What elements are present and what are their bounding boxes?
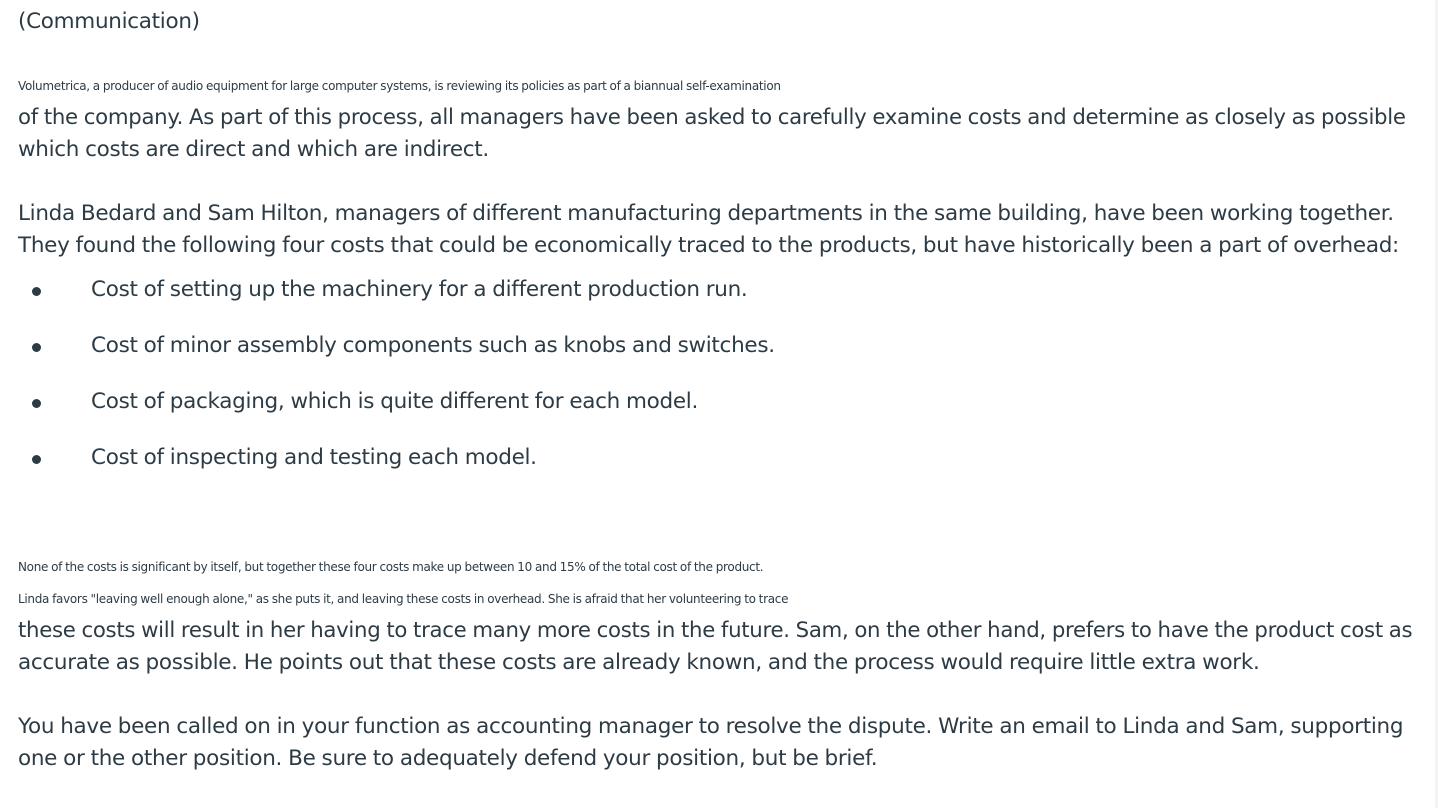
text-line: these costs will result in her having to trace many more costs in the future. Sam, on the other hand, prefers to have the product cost as [18,618,1413,643]
text-line: You have been called on in your function as accounting manager to resolve the dispute. Write an email to Linda and Sam, supporting [18,714,1404,739]
text-line: Linda Bedard and Sam Hilton, managers of different manufacturing departments in the same building, have been working together. [18,201,1394,226]
list-item-text: Cost of inspecting and testing each model. [91,445,537,470]
bullet-icon [32,455,41,464]
managers-paragraph [18,198,1399,262]
text-line: None of the costs is significant by itself, but together these four costs make up between 10 and 15% of the total cost of the product. [18,560,764,574]
text-line: of the company. As part of this process, all managers have been asked to carefully examine costs and determine as closely as possible [18,105,1406,130]
bullet-icon [32,399,41,408]
task-paragraph [18,711,1403,775]
bullet-icon [32,287,41,296]
list-item-text: Cost of setting up the machinery for a different production run. [91,277,748,302]
text-line: which costs are direct and which are indirect. [18,137,489,162]
text-line: Linda favors "leaving well enough alone," as she puts it, and leaving these costs in overhead. She is afraid that her volunteering to trace [18,592,789,606]
question-heading: (Communication) [18,9,200,34]
text-line: Volumetrica, a producer of audio equipment for large computer systems, is reviewing its policies as part of a biannual self-examination [18,79,781,93]
list-item-text: Cost of packaging, which is quite different for each model. [91,389,698,414]
text-line: accurate as possible. He points out that these costs are already known, and the process would require little extra work. [18,650,1260,675]
text-line: They found the following four costs that could be economically traced to the products, but have historically been a part of overhead: [18,233,1399,258]
bullet-icon [32,343,41,352]
list-item-text: Cost of minor assembly components such as knobs and switches. [91,333,775,358]
intro-paragraph [18,70,1406,166]
text-line: one or the other position. Be sure to adequately defend your position, but be brief. [18,746,878,771]
dispute-paragraph [18,551,1412,679]
